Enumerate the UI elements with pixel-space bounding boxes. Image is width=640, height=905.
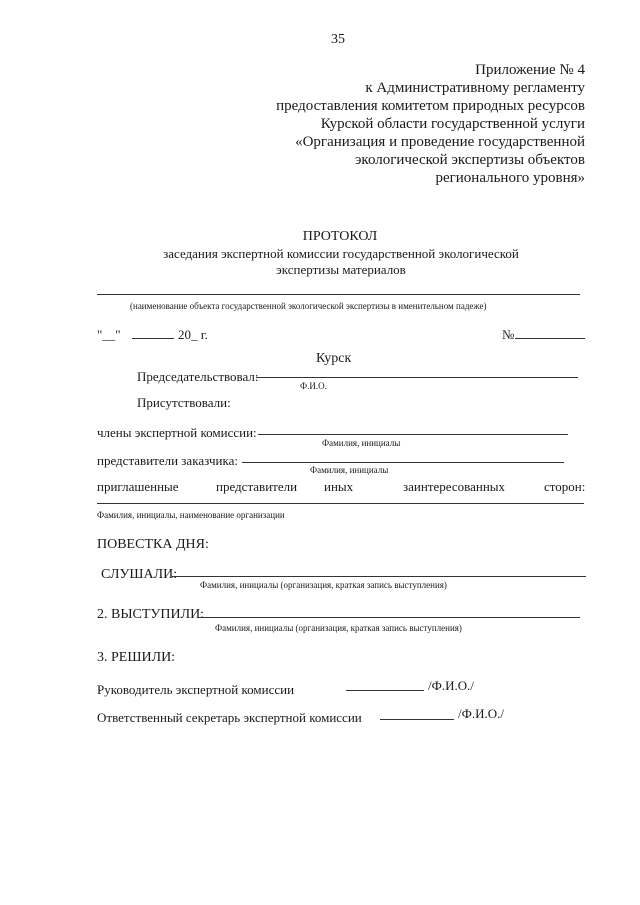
client-reps-caption: Фамилия, инициалы <box>310 465 389 475</box>
client-reps-label: представители заказчика: <box>97 453 238 468</box>
secretary-signature-fio: /Ф.И.О./ <box>458 706 505 721</box>
object-name-line[interactable] <box>97 294 580 295</box>
agenda-label: ПОВЕСТКА ДНЯ: <box>97 537 209 552</box>
object-name-caption: (наименование объекта государственной экологической экспертизы в именительном падеже) <box>130 301 487 311</box>
spoke-line[interactable] <box>197 617 580 618</box>
invited-word: иных <box>324 479 354 494</box>
head-signature-line[interactable] <box>346 690 424 691</box>
head-signature-fio: /Ф.И.О./ <box>428 678 475 693</box>
heard-label: СЛУШАЛИ: <box>101 567 178 582</box>
appendix-line: «Организация и проведение государственной <box>295 134 585 150</box>
invited-word: заинтересованных <box>403 479 506 494</box>
invited-word: сторон: <box>544 479 586 494</box>
chairman-line[interactable] <box>256 377 578 378</box>
appendix-line: регионального уровня» <box>435 170 585 186</box>
appendix-line: экологической экспертизы объектов <box>354 152 585 168</box>
protocol-subtitle-2: экспертизы материалов <box>276 262 406 277</box>
client-reps-line[interactable] <box>242 462 564 463</box>
members-caption: Фамилия, инициалы <box>322 438 401 448</box>
invited-word: представители <box>216 479 298 494</box>
appendix-line: к Административному регламенту <box>365 80 585 96</box>
chairman-label: Председательствовал: <box>137 369 259 384</box>
secretary-signature-label: Ответственный секретарь экспертной комиссии <box>97 710 362 725</box>
protocol-heading: ПРОТОКОЛ <box>302 229 378 244</box>
heard-line[interactable] <box>172 576 586 577</box>
protocol-subtitle-1: заседания экспертной комиссии государственной экологической <box>163 246 519 261</box>
invited-word: приглашенные <box>97 479 179 494</box>
invited-caption: Фамилия, инициалы, наименование организации <box>97 510 285 520</box>
secretary-signature-line[interactable] <box>380 719 454 720</box>
date-day: "__" <box>97 327 121 342</box>
number-line[interactable] <box>515 338 585 339</box>
date-year: 20_ г. <box>178 327 208 342</box>
decided-label: 3. РЕШИЛИ: <box>97 650 176 665</box>
city: Курск <box>316 351 352 366</box>
members-label: члены экспертной комиссии: <box>97 425 257 440</box>
chairman-caption: Ф.И.О. <box>300 381 327 391</box>
head-signature-label: Руководитель экспертной комиссии <box>97 682 295 697</box>
spoke-caption: Фамилия, инициалы (организация, краткая запись выступления) <box>215 623 462 633</box>
number-label: № <box>502 327 515 342</box>
invited-line[interactable] <box>97 503 584 504</box>
members-line[interactable] <box>258 434 568 435</box>
spoke-label: 2. ВЫСТУПИЛИ: <box>97 607 205 622</box>
appendix-line: предоставления комитетом природных ресурсов <box>276 98 585 114</box>
appendix-line: Курской области государственной услуги <box>320 116 585 132</box>
present-label: Присутствовали: <box>137 395 231 410</box>
date-month-line[interactable] <box>132 338 174 339</box>
appendix-line: Приложение № 4 <box>475 62 585 78</box>
page-number: 35 <box>331 32 345 47</box>
heard-caption: Фамилия, инициалы (организация, краткая запись выступления) <box>200 580 447 590</box>
